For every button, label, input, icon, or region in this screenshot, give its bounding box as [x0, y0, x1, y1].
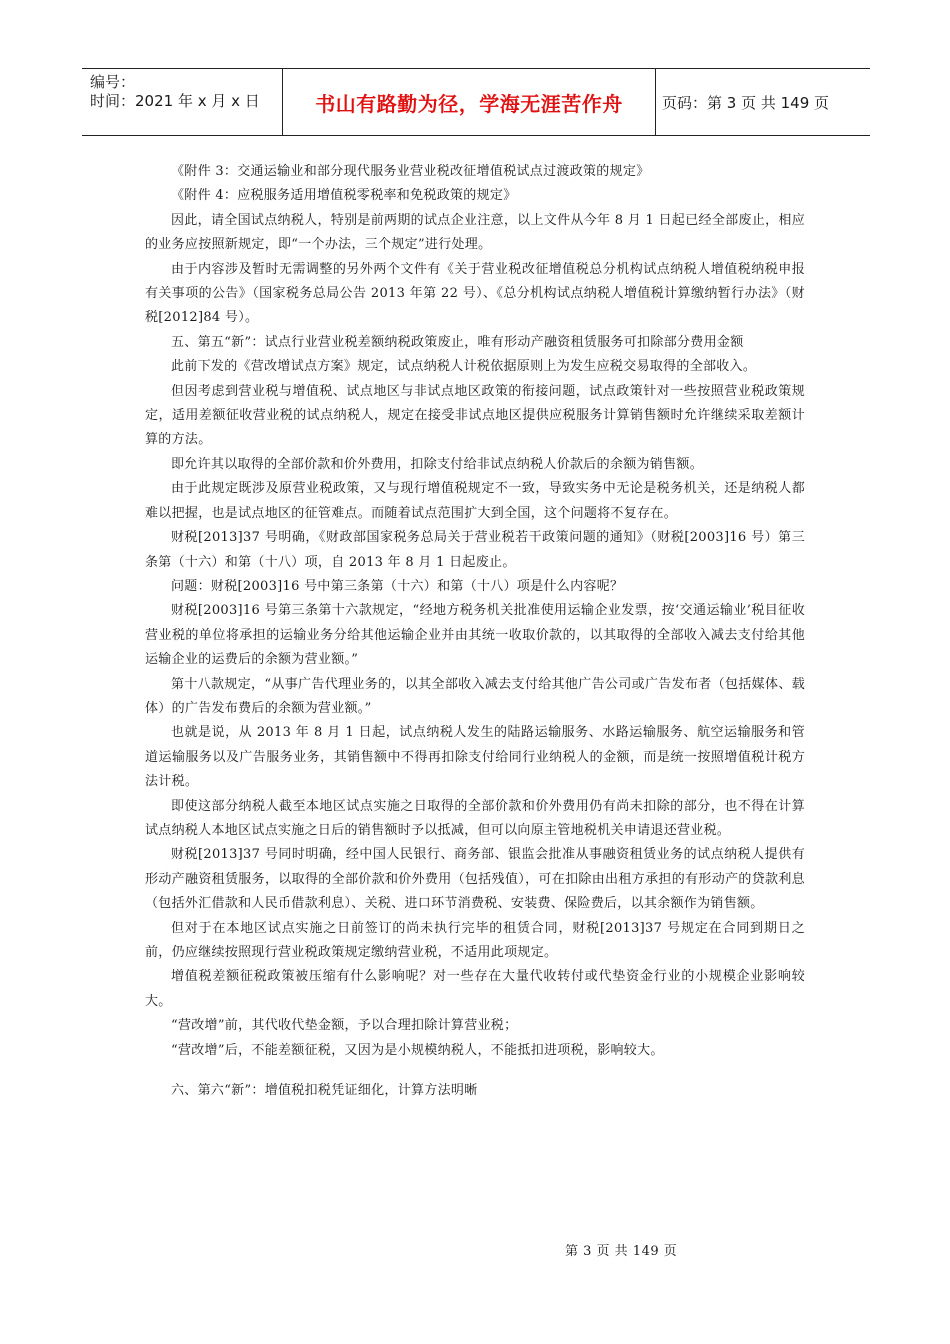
motto-text: 书山有路勤为径，学海无涯苦作舟: [282, 69, 656, 135]
time-label: 时间：2021 年 x 月 x 日: [90, 92, 260, 110]
paragraph: 增值税差额征税政策被压缩有什么影响呢？对一些存在大量代收转付或代垫资金行业的小规模企业影响较大。: [145, 969, 805, 1009]
paragraph: 第十八款规定，“从事广告代理业务的，以其全部收入减去支付给其他广告公司或广告发布者（包括媒体、载体）的广告发布费后的余额为营业额。”: [145, 676, 805, 716]
paragraph: 由于内容涉及暂时无需调整的另外两个文件有《关于营业税改征增值税总分机构试点纳税人增值税纳税申报有关事项的公告》（国家税务总局公告 2013 年第 22 号）、《总分机构试点纳税人增值税计算缴纳暂行办法》（财税[2012]84 号）。: [145, 261, 805, 326]
number-label: 编号：: [90, 73, 136, 91]
paragraph: 此前下发的《营改增试点方案》规定，试点纳税人计税依据原则上为发生应税交易取得的全部收入。: [171, 359, 757, 375]
paragraph: 财税[2013]37 号同时明确，经中国人民银行、商务部、银监会批准从事融资租赁业务的试点纳税人提供有形动产融资租赁服务，以取得的全部价款和价外费用（包括残值），可在扣除由出租方承担的有形动产的贷款利息（包括外汇借款和人民币借款利息）、关税、进口环节消费税、安装费、保险费后，以其余额作为销售额。: [145, 847, 805, 912]
paragraph: 因此，请全国试点纳税人，特别是前两期的试点企业注意，以上文件从今年 8 月 1 日起已经全部废止，相应的业务应按照新规定，即“一个办法，三个规定”进行处理。: [145, 212, 805, 253]
header-left-cell: [82, 69, 282, 135]
document-header: [82, 68, 870, 136]
paragraph: 问题：财税[2003]16 号中第三条第（十六）和第（十八）项是什么内容呢？: [171, 578, 624, 594]
section-heading-6: 六、第六“新”：增值税扣税凭证细化，计算方法明晰: [171, 1083, 478, 1099]
paragraph: 即允许其以取得的全部价款和价外费用，扣除支付给非试点纳税人价款后的余额为销售额。: [171, 456, 704, 472]
page-info: 页码：第 3 页 共 149 页: [662, 93, 830, 112]
document-body: [145, 160, 805, 1103]
paragraph: 但因考虑到营业税与增值税、试点地区与非试点地区政策的衔接问题，试点政策针对一些按照营业税政策规定，适用差额征收营业税的试点纳税人，规定在接受非试点地区提供应税服务计算销售额时允许继续采取差额计算的方法。: [145, 383, 805, 448]
paragraph: 《附件 4：应税服务适用增值税零税率和免税政策的规定》: [171, 188, 517, 204]
paragraph: “营改增”前，其代收代垫金额，予以合理扣除计算营业税；: [171, 1018, 518, 1034]
paragraph: 由于此规定既涉及原营业税政策，又与现行增值税规定不一致，导致实务中无论是税务机关，还是纳税人都难以把握，也是试点地区的征管难点。而随着试点范围扩大到全国，这个问题将不复存在。: [145, 481, 805, 521]
paragraph: 《附件 3：交通运输业和部分现代服务业营业税改征增值税试点过渡政策的规定》: [171, 164, 650, 179]
paragraph: 财税[2003]16 号第三条第十六款规定，“经地方税务机关批准使用运输企业发票，按‘交通运输业’税目征收营业税的单位将承担的运输业务分给其他运输企业并由其统一收取价款的，以其取得的全部收入减去支付给其他运输企业的运费后的余额为营业额。”: [145, 603, 805, 668]
paragraph: “营改增”后，不能差额征税，又因为是小规模纳税人，不能抵扣进项税，影响较大。: [171, 1042, 664, 1058]
paragraph: 但对于在本地区试点实施之日前签订的尚未执行完毕的租赁合同，财税[2013]37 号规定在合同到期日之前，仍应继续按照现行营业税政策规定缴纳营业税，不适用此项规定。: [145, 920, 805, 960]
paragraph: 财税[2013]37 号明确，《财政部国家税务总局关于营业税若干政策问题的通知》（财税[2003]16 号）第三条第（十六）和第（十八）项，自 2013 年 8 月 1 日起废止。: [145, 530, 805, 570]
footer-page-number: 第 3 页 共 149 页: [565, 1244, 678, 1259]
paragraph: 即使这部分纳税人截至本地区试点实施之日取得的全部价款和价外费用仍有尚未扣除的部分，也不得在计算试点纳税人本地区试点实施之日后的销售额时予以抵减，但可以向原主管地税机关申请退还营业税。: [145, 798, 805, 838]
section-heading-5: 五、第五“新”：试点行业营业税差额纳税政策废止，唯有形动产融资租赁服务可扣除部分费用金额: [171, 334, 744, 350]
paragraph: 也就是说，从 2013 年 8 月 1 日起，试点纳税人发生的陆路运输服务、水路运输服务、航空运输服务和管道运输服务以及广告服务业务，其销售额中不得再扣除支付给同行业纳税人的金额，而是统一按照增值税计税方法计税。: [145, 725, 805, 790]
